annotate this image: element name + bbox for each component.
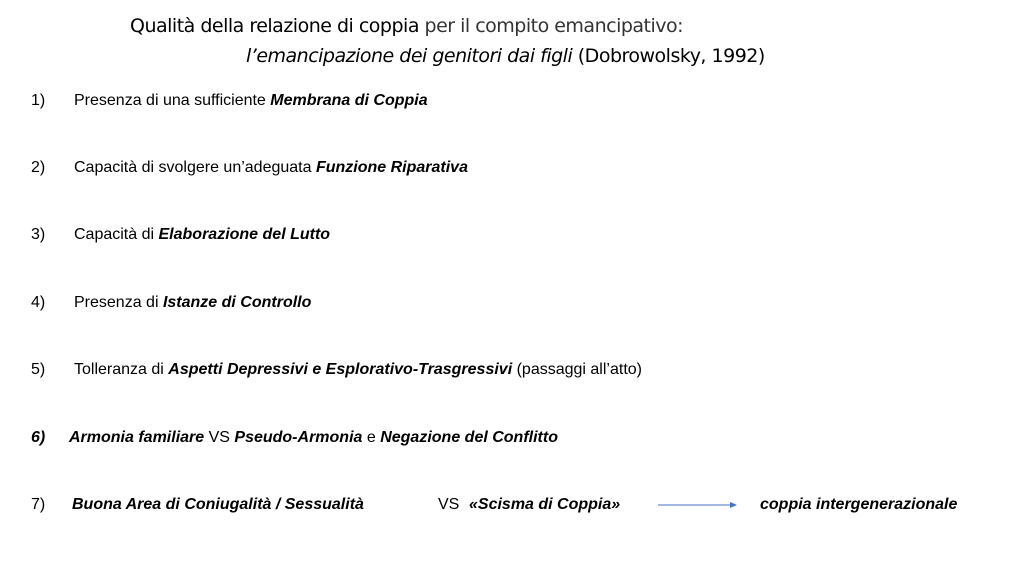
item-number: 2) [31, 159, 46, 176]
item-text: Capacità di Elaborazione del Lutto [74, 226, 331, 243]
item-text: Armonia familiare VS Pseudo-Armonia e Negazione del Conflitto [69, 429, 558, 446]
item-text: Capacità di svolgere un’adeguata Funzione Riparativa [74, 159, 468, 176]
title-subtitle: per il compito emancipativo: [418, 15, 684, 37]
item-number: 6) [31, 429, 46, 446]
item-number: 1) [31, 92, 46, 109]
item-number: 5) [31, 361, 46, 378]
coppia-label: coppia intergenerazionale [760, 496, 958, 513]
title-main: Qualità della relazione di coppia [130, 15, 419, 37]
arrow-right-icon [658, 499, 738, 511]
item-text: Tolleranza di Aspetti Depressivi e Esplorativo-Trasgressivi (passaggi all’atto) [74, 361, 642, 378]
vs-label: VS [438, 496, 460, 513]
item-text: Presenza di una sufficiente Membrana di Coppia [74, 92, 428, 109]
title-emphasis: l’emancipazione dei genitori dai figli [246, 45, 573, 67]
item-text: Presenza di Istanze di Controllo [74, 294, 312, 311]
item-text: Buona Area di Coniugalità / Sessualità [72, 496, 364, 513]
item-number: 3) [31, 226, 46, 243]
title-line-1 [130, 12, 683, 40]
title-citation: (Dobrowolsky, 1992) [572, 45, 765, 67]
scisma-label: «Scisma di Coppia» [469, 496, 621, 513]
item-number: 7) [31, 496, 46, 513]
item-number: 4) [31, 294, 46, 311]
title-line-2 [246, 42, 765, 70]
